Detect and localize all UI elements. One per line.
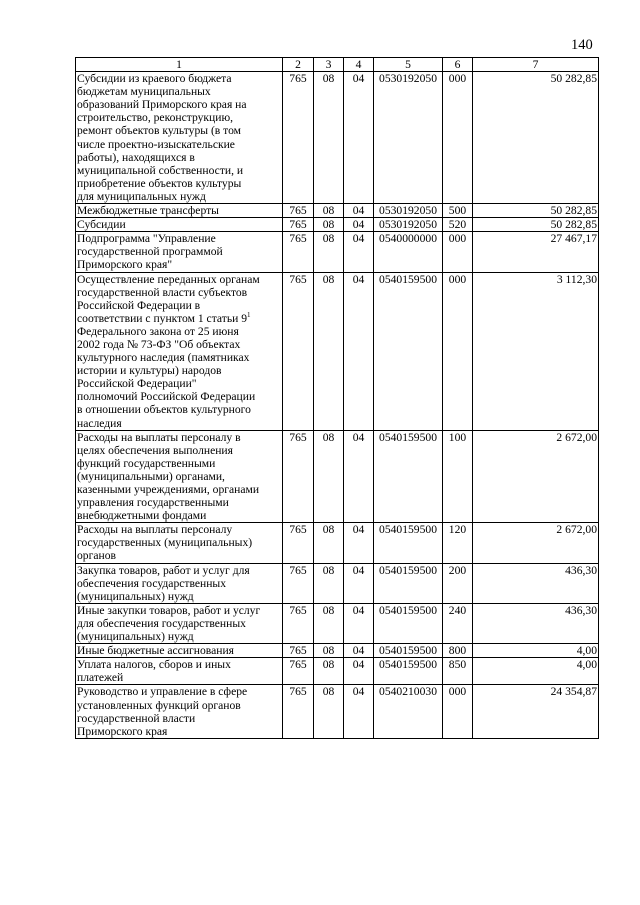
description-line: работы), находящихся в	[77, 150, 195, 164]
expense-type-code: 850	[443, 658, 473, 685]
amount-value: 436,30	[473, 603, 599, 643]
row-description	[76, 232, 283, 272]
table-row	[76, 523, 599, 563]
target-article-code: 0540000000	[374, 232, 443, 272]
section-code: 08	[314, 72, 344, 204]
amount-value: 3 112,30	[473, 272, 599, 430]
expense-type-code: 800	[443, 644, 473, 658]
section-code: 08	[314, 563, 344, 603]
target-article-code: 0540159500	[374, 644, 443, 658]
subsection-code: 04	[344, 218, 374, 232]
target-article-code: 0540159500	[374, 563, 443, 603]
description-line: (муниципальными) органами,	[77, 469, 225, 483]
page-number: 140	[571, 37, 593, 53]
table-row	[76, 644, 599, 658]
description-line: полномочий Российской Федерации	[77, 390, 256, 404]
expense-type-code: 000	[443, 272, 473, 430]
subsection-code: 04	[344, 232, 374, 272]
budget-table	[75, 57, 599, 739]
target-article-code: 0530192050	[374, 218, 443, 232]
amount-value: 2 672,00	[473, 523, 599, 563]
description-line: государственной программой	[77, 245, 223, 259]
column-header: 5	[374, 58, 443, 72]
description-line: Расходы на выплаты персоналу	[77, 523, 233, 537]
description-line: наследия	[77, 416, 122, 430]
description-line: строительство, реконструкцию,	[77, 111, 234, 125]
description-line: Расходы на выплаты персоналу в	[77, 430, 241, 444]
table-row	[76, 204, 599, 218]
subsection-code: 04	[344, 430, 374, 523]
table-row	[76, 430, 599, 523]
description-line: Подпрограмма "Управление	[77, 232, 216, 246]
subsection-code: 04	[344, 72, 374, 204]
description-line: установленных функций органов	[77, 698, 241, 712]
admin-code: 765	[283, 204, 314, 218]
description-line: Приморского края	[77, 724, 168, 738]
subsection-code: 04	[344, 272, 374, 430]
description-line: 2002 года № 73-ФЗ "Об объектах	[77, 337, 241, 351]
description-line: Осуществление переданных органам	[77, 272, 260, 286]
description-line: муниципальной собственности, и	[77, 163, 244, 177]
row-description	[76, 218, 283, 232]
section-code: 08	[314, 218, 344, 232]
subsection-code: 04	[344, 658, 374, 685]
table-body	[76, 72, 599, 739]
section-code: 08	[314, 685, 344, 738]
admin-code: 765	[283, 218, 314, 232]
target-article-code: 0530192050	[374, 72, 443, 204]
description-line: Приморского края"	[77, 258, 173, 272]
description-line: Межбюджетные трансферты	[77, 204, 219, 218]
admin-code: 765	[283, 72, 314, 204]
subsection-code: 04	[344, 685, 374, 738]
target-article-code: 0540159500	[374, 603, 443, 643]
table-row	[76, 563, 599, 603]
description-line: в отношении объектов культурного	[77, 403, 251, 417]
table-row	[76, 658, 599, 685]
subsection-code: 04	[344, 523, 374, 563]
description-line: казенными учреждениями, органами	[77, 483, 260, 496]
column-header: 2	[283, 58, 314, 72]
description-line: Закупка товаров, работ и услуг для	[77, 563, 250, 577]
footnote-superscript: 1	[247, 310, 251, 319]
description-line: (муниципальных) нужд	[77, 630, 194, 644]
description-line: Уплата налогов, сборов и иных	[77, 658, 231, 672]
description-line: внебюджетными фондами	[77, 509, 207, 523]
description-line: государственной власти субъектов	[77, 285, 248, 299]
description-line: управления государственными	[77, 496, 229, 510]
target-article-code: 0540210030	[374, 685, 443, 738]
expense-type-code: 500	[443, 204, 473, 218]
target-article-code: 0540159500	[374, 430, 443, 523]
amount-value: 50 282,85	[473, 72, 599, 204]
description-line: обеспечения государственных	[77, 576, 227, 590]
amount-value: 50 282,85	[473, 218, 599, 232]
expense-type-code: 000	[443, 685, 473, 738]
section-code: 08	[314, 272, 344, 430]
target-article-code: 0530192050	[374, 204, 443, 218]
section-code: 08	[314, 658, 344, 685]
target-article-code: 0540159500	[374, 658, 443, 685]
admin-code: 765	[283, 523, 314, 563]
header-row	[76, 58, 599, 72]
column-header: 6	[443, 58, 473, 72]
section-code: 08	[314, 644, 344, 658]
column-header: 1	[76, 58, 283, 72]
table-row	[76, 603, 599, 643]
description-line: бюджетам муниципальных	[77, 85, 211, 99]
row-description	[76, 72, 283, 204]
row-description	[76, 603, 283, 643]
description-line: Федерального закона от 25 июня	[77, 324, 239, 338]
description-line: образований Приморского края на	[77, 98, 247, 112]
section-code: 08	[314, 523, 344, 563]
row-description	[76, 272, 283, 430]
target-article-code: 0540159500	[374, 272, 443, 430]
row-description	[76, 523, 283, 563]
admin-code: 765	[283, 430, 314, 523]
description-line: платежей	[77, 671, 124, 685]
expense-type-code: 240	[443, 603, 473, 643]
expense-type-code: 000	[443, 232, 473, 272]
description-line: (муниципальных) нужд	[77, 589, 194, 603]
section-code: 08	[314, 603, 344, 643]
description-line: числе проектно-изыскательские	[77, 137, 235, 151]
amount-value: 2 672,00	[473, 430, 599, 523]
expense-type-code: 120	[443, 523, 473, 563]
row-description	[76, 644, 283, 658]
amount-value: 50 282,85	[473, 204, 599, 218]
row-description	[76, 563, 283, 603]
description-line: соответствии с пунктом 1 статьи $9^1$	[77, 310, 251, 325]
column-header: 3	[314, 58, 344, 72]
description-line: Субсидии из краевого бюджета	[77, 72, 232, 86]
description-line: Иные закупки товаров, работ и услуг	[77, 603, 261, 617]
amount-value: 27 467,17	[473, 232, 599, 272]
expense-type-code: 200	[443, 563, 473, 603]
row-description	[76, 430, 283, 523]
row-description	[76, 685, 283, 738]
section-code: 08	[314, 430, 344, 523]
column-header: 7	[473, 58, 599, 72]
admin-code: 765	[283, 685, 314, 738]
table-row	[76, 72, 599, 204]
subsection-code: 04	[344, 563, 374, 603]
amount-value: 4,00	[473, 644, 599, 658]
description-line: приобретение объектов культуры	[77, 176, 242, 190]
admin-code: 765	[283, 658, 314, 685]
amount-value: 436,30	[473, 563, 599, 603]
admin-code: 765	[283, 603, 314, 643]
description-line: органов	[77, 549, 116, 563]
subsection-code: 04	[344, 644, 374, 658]
section-code: 08	[314, 232, 344, 272]
row-description	[76, 658, 283, 685]
description-line: государственных (муниципальных)	[77, 536, 253, 550]
admin-code: 765	[283, 272, 314, 430]
table-row	[76, 218, 599, 232]
description-line: ремонт объектов культуры (в том	[77, 124, 241, 138]
description-line: государственной власти	[77, 711, 196, 725]
table-row	[76, 272, 599, 430]
target-article-code: 0540159500	[374, 523, 443, 563]
description-line: Руководство и управление в сфере	[77, 685, 248, 699]
table-row	[76, 685, 599, 738]
amount-value: 24 354,87	[473, 685, 599, 738]
column-header: 4	[344, 58, 374, 72]
admin-code: 765	[283, 563, 314, 603]
expense-type-code: 100	[443, 430, 473, 523]
description-line: для муниципальных нужд	[77, 189, 206, 203]
description-line: Иные бюджетные ассигнования	[77, 644, 234, 658]
description-line: функций государственными	[77, 456, 216, 470]
description-line: Российской Федерации"	[77, 377, 197, 391]
admin-code: 765	[283, 232, 314, 272]
description-line: культурного наследия (памятниках	[77, 351, 250, 365]
admin-code: 765	[283, 644, 314, 658]
subsection-code: 04	[344, 204, 374, 218]
description-line: целях обеспечения выполнения	[77, 443, 233, 457]
expense-type-code: 000	[443, 72, 473, 204]
amount-value: 4,00	[473, 658, 599, 685]
subsection-code: 04	[344, 603, 374, 643]
row-description	[76, 204, 283, 218]
description-line: для обеспечения государственных	[77, 616, 246, 630]
section-code: 08	[314, 204, 344, 218]
description-line: Субсидии	[77, 218, 126, 232]
description-line: истории и культуры) народов	[77, 364, 222, 378]
description-line: Российской Федерации в	[77, 298, 201, 312]
expense-type-code: 520	[443, 218, 473, 232]
table-row	[76, 232, 599, 272]
